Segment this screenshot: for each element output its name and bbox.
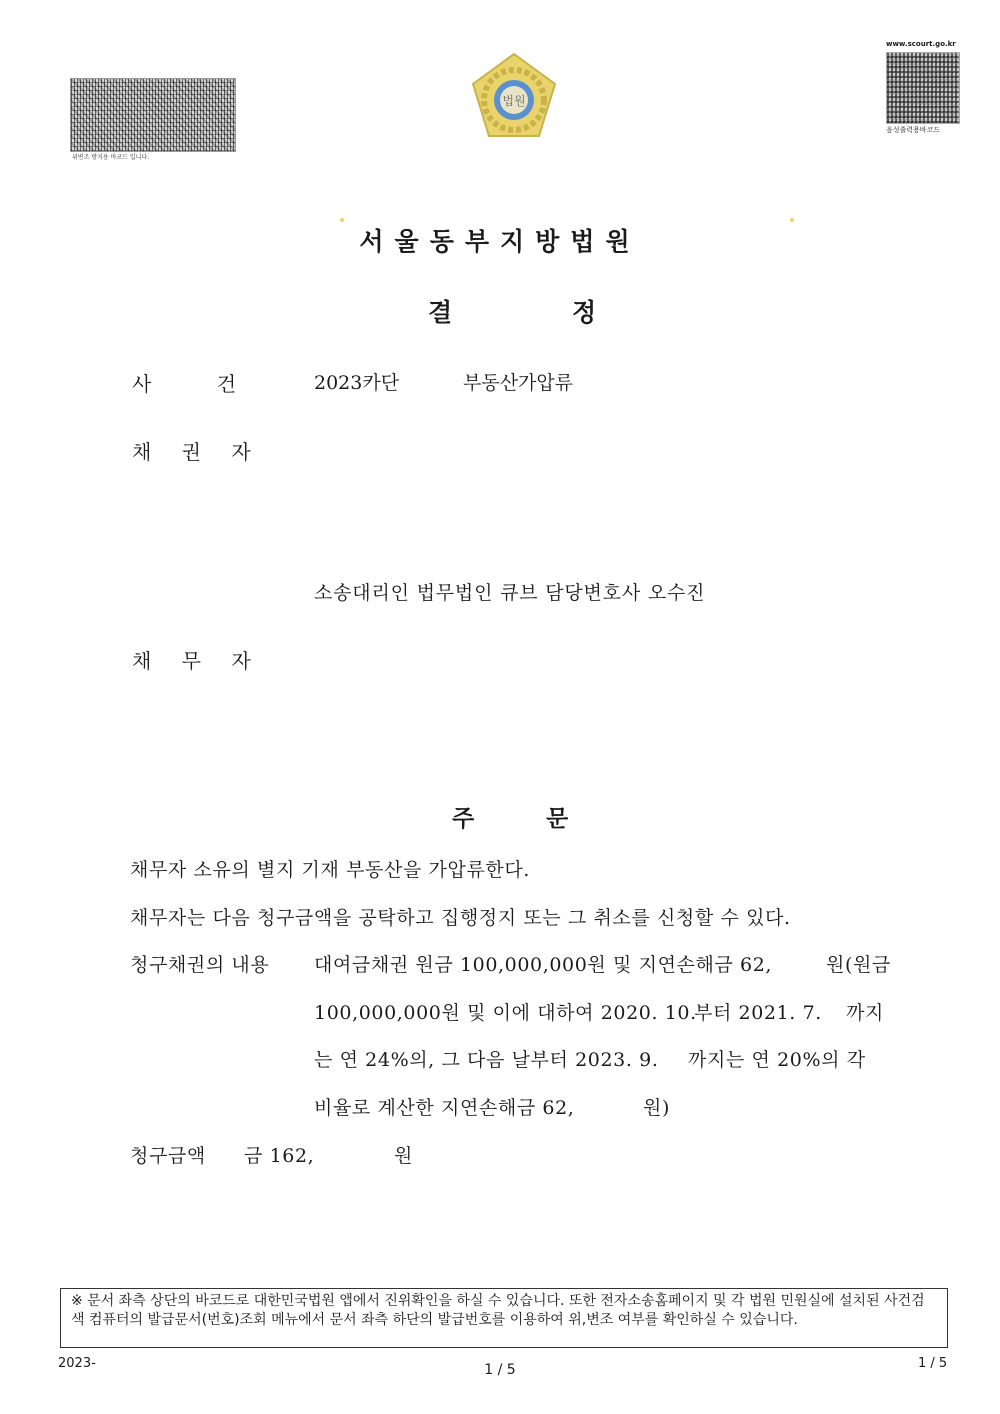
page-number-right: 1 / 5 bbox=[918, 1356, 948, 1371]
order-line-2: 채무자는 다음 청구금액을 공탁하고 집행정지 또는 그 취소를 신청할 수 있다. bbox=[130, 907, 791, 929]
claim-line-4b: 원) bbox=[643, 1097, 670, 1119]
claim-line-4a: 비율로 계산한 지연손해금 62, bbox=[314, 1097, 575, 1119]
claim-line-2c: 까지 bbox=[846, 1002, 884, 1024]
claim-line-2a: 100,000,000원 및 이에 대하여 2020. 10. bbox=[314, 1002, 697, 1024]
claim-line-3a: 는 연 24%의, 그 다음 날부터 2023. 9. bbox=[314, 1049, 659, 1071]
order-title-left: 주 bbox=[452, 805, 475, 832]
claim-line-3b: 까지는 연 20%의 각 bbox=[688, 1049, 866, 1071]
barcode-caption: 위변조 방지용 바코드 입니다. bbox=[72, 154, 150, 161]
case-number: 2023카단 bbox=[314, 372, 400, 394]
issue-number: 2023- bbox=[58, 1356, 96, 1371]
voice-output-qr-code bbox=[886, 52, 960, 124]
qr-url: www.scourt.go.kr bbox=[886, 40, 956, 48]
debtor-label: 채 무 자 bbox=[132, 649, 263, 673]
order-title-right: 문 bbox=[546, 805, 569, 832]
claim-line-2b: 부터 2021. 7. bbox=[694, 1002, 822, 1024]
amount-label: 청구금액 bbox=[130, 1145, 206, 1167]
claim-line-1a: 대여금채권 원금 100,000,000원 및 지연손해금 62, bbox=[314, 954, 773, 976]
doc-title-left: 결 bbox=[428, 298, 453, 327]
emblem-text: 법원 bbox=[502, 94, 526, 108]
court-name: 서울동부지방법원 bbox=[359, 227, 641, 256]
order-line-1: 채무자 소유의 별지 기재 부동산을 가압류한다. bbox=[130, 859, 530, 881]
page-number-center: 1 / 5 bbox=[484, 1362, 516, 1378]
creditor-label: 채 권 자 bbox=[132, 440, 263, 464]
authenticity-barcode bbox=[70, 78, 236, 152]
claim-label: 청구채권의 내용 bbox=[130, 954, 270, 976]
qr-caption: 음성출력용바코드 bbox=[886, 126, 941, 134]
claim-line-1b: 원(원금 bbox=[826, 954, 891, 976]
amount-value: 금 162, bbox=[244, 1145, 315, 1167]
case-label: 사 건 bbox=[132, 372, 245, 396]
creditor-agent: 소송대리인 법무법인 큐브 담당변호사 오수진 bbox=[314, 582, 706, 604]
court-emblem-icon bbox=[469, 50, 559, 142]
doc-title-right: 정 bbox=[572, 298, 597, 327]
verification-notice: ※ 문서 좌측 상단의 바코드로 대한민국법원 앱에서 진위확인을 하실 수 있습니다. 또한 전자소송홈페이지 및 각 법원 민원실에 설치된 사건검색 컴퓨터의 발급문서(번호)조회 메뉴에서 문서 좌측 하단의 발급번호를 이용하여 위,변조 여부를 확인하실 수 있습니다. bbox=[60, 1288, 948, 1348]
amount-unit: 원 bbox=[394, 1145, 413, 1167]
case-type: 부동산가압류 bbox=[463, 372, 574, 394]
